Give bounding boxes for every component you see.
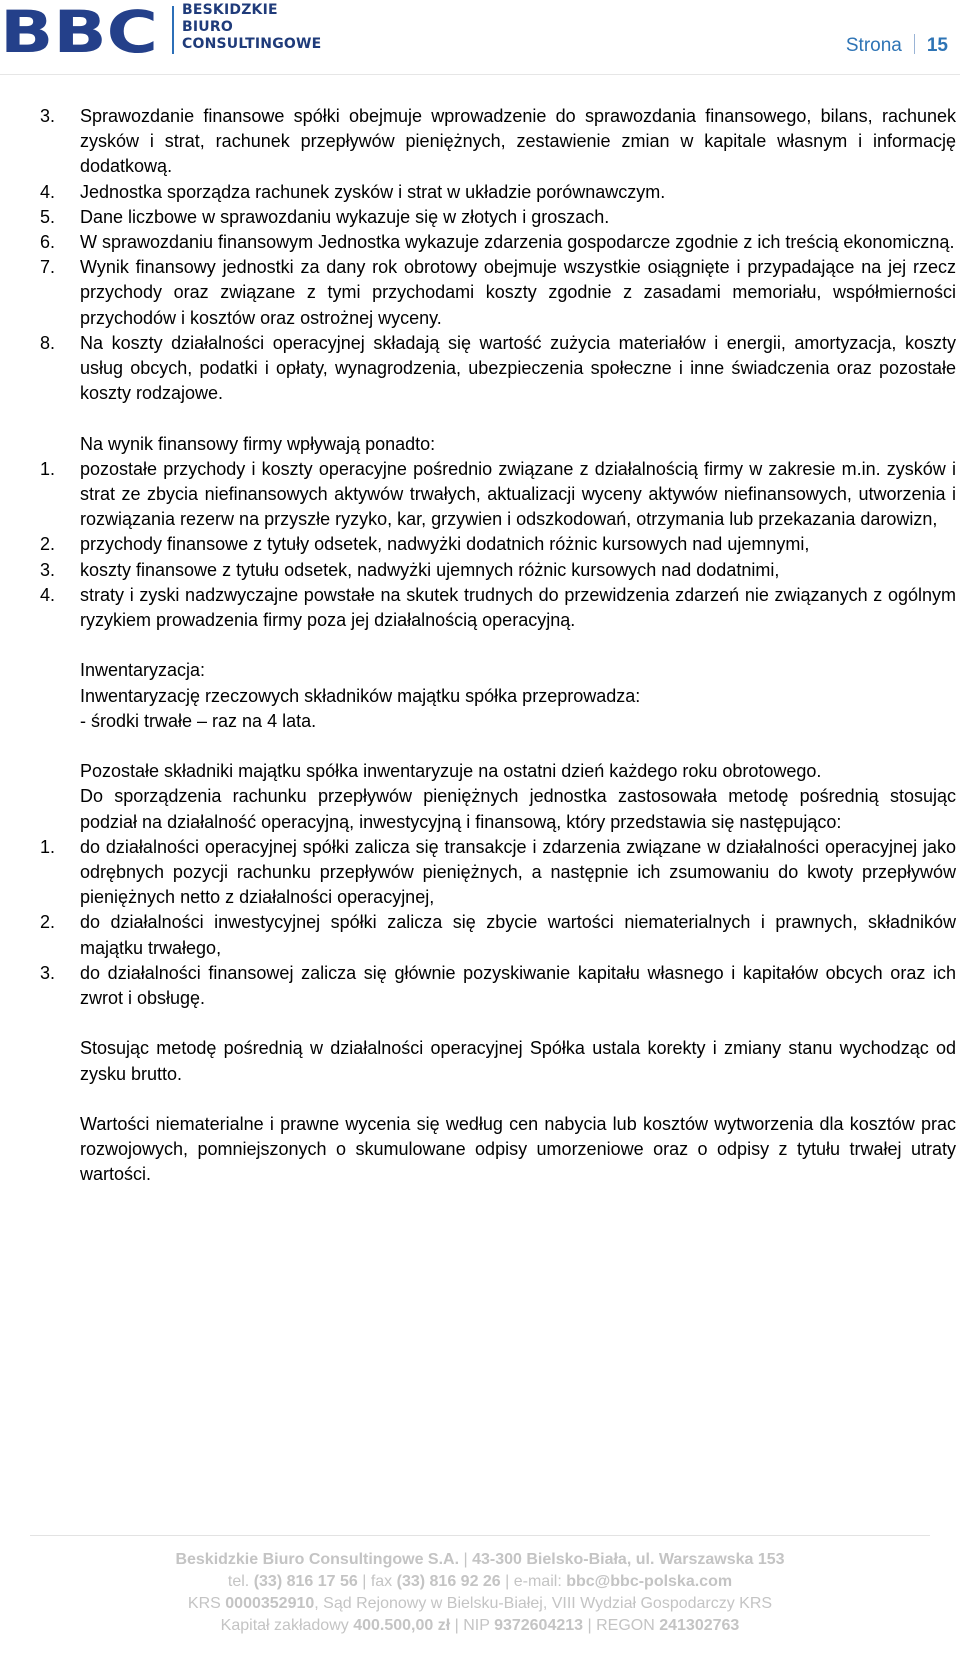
item-number: 6. <box>40 232 56 253</box>
page-header <box>0 0 960 78</box>
item-number: 5. <box>40 206 56 227</box>
footer-address: 43-300 Bielsko-Biała, ul. Warszawska 153 <box>472 1551 785 1568</box>
item-number: 1. <box>40 836 56 857</box>
logo-wordmark <box>182 2 321 53</box>
item-number: 3. <box>40 559 56 580</box>
footer-phone: (33) 816 17 56 <box>253 1573 358 1590</box>
footer-court: Sąd Rejonowy w Bielsku-Białej, VIII Wydział Gospodarczy KRS <box>323 1595 773 1612</box>
policy-list <box>40 104 956 406</box>
spacer <box>40 1087 956 1112</box>
item-number: 4. <box>40 181 56 202</box>
krs-label: KRS <box>187 1595 221 1612</box>
logo-line: BESKIDZKIE <box>182 2 278 18</box>
spacer <box>40 1011 956 1036</box>
item-number: 8. <box>40 332 56 353</box>
list-item <box>40 255 956 331</box>
item-number: 3. <box>40 962 56 983</box>
spacer <box>40 734 956 759</box>
item-text: straty i zyski nadzwyczajne powstałe na skutek trudnych do przewidzenia zdarzeń nie związanych z ogólnym ryzykiem prowadzenia firmy poza jej działalnością operacyjną. <box>80 584 956 631</box>
footer-line: KRS 0000352910, Sąd Rejonowy w Bielsku-Białej, VIII Wydział Gospodarczy KRS <box>187 1595 773 1612</box>
capital-label: Kapitał zakładowy <box>220 1617 349 1634</box>
footer-krs: 0000352910 <box>225 1595 315 1612</box>
list-item <box>40 205 956 230</box>
footer-nip: 9372604213 <box>494 1617 584 1634</box>
item-text: do działalności inwestycyjnej spółki zalicza się zbycie wartości niematerialnych i prawnych, składników majątku trwałego, <box>80 912 956 958</box>
email-label: e-mail: <box>513 1573 562 1590</box>
document-body <box>40 104 956 1188</box>
item-text: do działalności operacyjnej spółki zalicza się transakcje i zdarzenia związane w działalności operacyjnej jako odrębnych pozycji rachunku przepływów pieniężnych, a następnie ich zsumowaniu do kwoty przepływów pieniężnych netto z działalności operacyjnej, <box>80 836 956 908</box>
footer-company: Beskidzkie Biuro Consultingowe S.A. <box>175 1551 460 1568</box>
spacer <box>40 633 956 658</box>
footer-line: tel. (33) 816 17 56 | fax (33) 816 92 26 | e-mail: bbc@bbc-polska.com <box>227 1573 733 1590</box>
item-text: Jednostka sporządza rachunek zysków i strat w układzie porównawczym. <box>80 181 666 202</box>
list-item <box>40 961 956 1011</box>
footer-capital: 400.500,00 zł <box>353 1617 451 1634</box>
inventory-line: - środki trwałe – raz na 4 lata. <box>80 710 317 731</box>
cashflow-list <box>40 835 956 1011</box>
spacer <box>40 406 956 431</box>
tel-label: tel. <box>227 1573 250 1590</box>
item-number: 4. <box>40 584 56 605</box>
page-label: Strona <box>845 35 902 56</box>
list-item <box>40 835 956 911</box>
item-text: Na koszty działalności operacyjnej składają się wartość zużycia materiałów i energii, amortyzacja, koszty usług obcych, podatki i opłaty, wynagrodzenia, ubezpieczenia społeczne i inne świadczenia oraz pozostałe koszty rodzajowe. <box>80 332 956 404</box>
header-rule <box>0 74 960 75</box>
logo-line: CONSULTINGOWE <box>182 36 322 52</box>
svg-text:BBC: BBC <box>0 2 158 58</box>
item-number: 3. <box>40 106 56 126</box>
inventory-line: Inwentaryzację rzeczowych składników majątku spółka przeprowadza: <box>80 685 641 706</box>
logo-line: BIURO <box>182 19 233 35</box>
footer-regon: 241302763 <box>659 1617 740 1634</box>
list-item <box>40 180 956 205</box>
item-text: koszty finansowe z tytułu odsetek, nadwyżki ujemnych różnic kursowych nad dodatnimi, <box>80 559 780 580</box>
list-item <box>40 558 956 583</box>
item-number: 2. <box>40 912 56 933</box>
indirect-method-paragraph: Stosując metodę pośrednią w działalności operacyjnej Spółka ustala korekty i zmiany stanu wychodząc od zysku brutto. <box>80 1038 956 1084</box>
footer-fax: (33) 816 92 26 <box>396 1573 501 1590</box>
item-number: 2. <box>40 534 56 555</box>
nip-label: NIP <box>463 1617 490 1634</box>
footer-line: Beskidzkie Biuro Consultingowe S.A. | 43-300 Bielsko-Biała, ul. Warszawska 153 <box>175 1551 785 1568</box>
footer-rule <box>30 1535 930 1536</box>
result-factors-list <box>40 457 956 633</box>
item-number: 1. <box>40 458 56 479</box>
item-text: W sprawozdaniu finansowym Jednostka wykazuje zdarzenia gospodarcze zgodnie z ich treścią ekonomiczną. <box>80 232 955 253</box>
item-text: przychody finansowe z tytuły odsetek, nadwyżki dodatnich różnic kursowych nad ujemnymi, <box>80 534 810 555</box>
footer-email-link[interactable]: bbc@bbc-polska.com <box>566 1573 733 1590</box>
list-item <box>40 910 956 960</box>
list-item <box>40 104 956 180</box>
footer-line: Kapitał zakładowy 400.500,00 zł | NIP 9372604213 | REGON 241302763 <box>220 1617 740 1634</box>
list-item <box>40 583 956 633</box>
regon-label: REGON <box>596 1617 655 1634</box>
cashflow-intro: Do sporządzenia rachunku przepływów pieniężnych jednostka zastosowała metodę pośrednią stosując podział na działalność operacyjną, inwestycyjną i finansową, który przedstawia się następująco: <box>80 786 956 832</box>
list-item <box>40 457 956 533</box>
item-text: Wynik finansowy jednostki za dany rok obrotowy obejmuje wszystkie osiągnięte i przypadające na jej rzecz przychody oraz związane z tymi przychodami koszty zgodnie z zasadami memoriału, współmierności przychodów i kosztów oraz ostrożnej wyceny. <box>80 257 956 328</box>
item-text: Dane liczbowe w sprawozdaniu wykazuje się w złotych i groszach. <box>80 206 610 227</box>
list-item <box>40 331 956 407</box>
inventory-heading: Inwentaryzacja: <box>80 660 206 681</box>
page-divider <box>914 34 915 54</box>
inventory-paragraph: Pozostałe składniki majątku spółka inwentaryzuje na ostatni dzień każdego roku obrotowego. <box>80 761 822 782</box>
intangibles-paragraph: Wartości niematerialne i prawne wycenia się według cen nabycia lub kosztów wytworzenia dla kosztów prac rozwojowych, pomniejszonych o skumulowane odpisy umorzeniowe oraz o odpisy z tytułu trwałej utraty wartości. <box>80 1114 956 1185</box>
fax-label: fax <box>370 1573 393 1590</box>
footer-text <box>0 1549 960 1637</box>
item-text: do działalności finansowej zalicza się głównie pozyskiwanie kapitału własnego i kapitałów obcych oraz ich zwrot i obsługę. <box>80 962 956 1009</box>
item-text: pozostałe przychody i koszty operacyjne pośrednio związane z działalnością firmy w zakresie m.in. zysków i strat ze zbycia niefinansowych aktywów trwałych, aktualizacji wyceny aktywów niefinansowych, utworzenia i rozwiązania rezerw na przyszłe ryzyko, kar, grzywien i odszkodowań, otrzymania lub przekazania darowizn, <box>80 458 956 530</box>
page-number: 15 <box>926 35 948 56</box>
page-indicator <box>846 34 948 57</box>
logo-separator <box>172 6 174 54</box>
list-item <box>40 230 956 255</box>
list-item <box>40 532 956 557</box>
item-number: 7. <box>40 257 56 278</box>
item-text: Sprawozdanie finansowe spółki obejmuje wprowadzenie do sprawozdania finansowego, bilans, rachunek zysków i strat, rachunek przepływów pieniężnych, zestawienie zmian w kapitale własnym i informację dodatkową. <box>80 106 956 177</box>
bbc-logo <box>0 2 160 58</box>
result-intro: Na wynik finansowy firmy wpływają ponadto: <box>80 433 436 454</box>
